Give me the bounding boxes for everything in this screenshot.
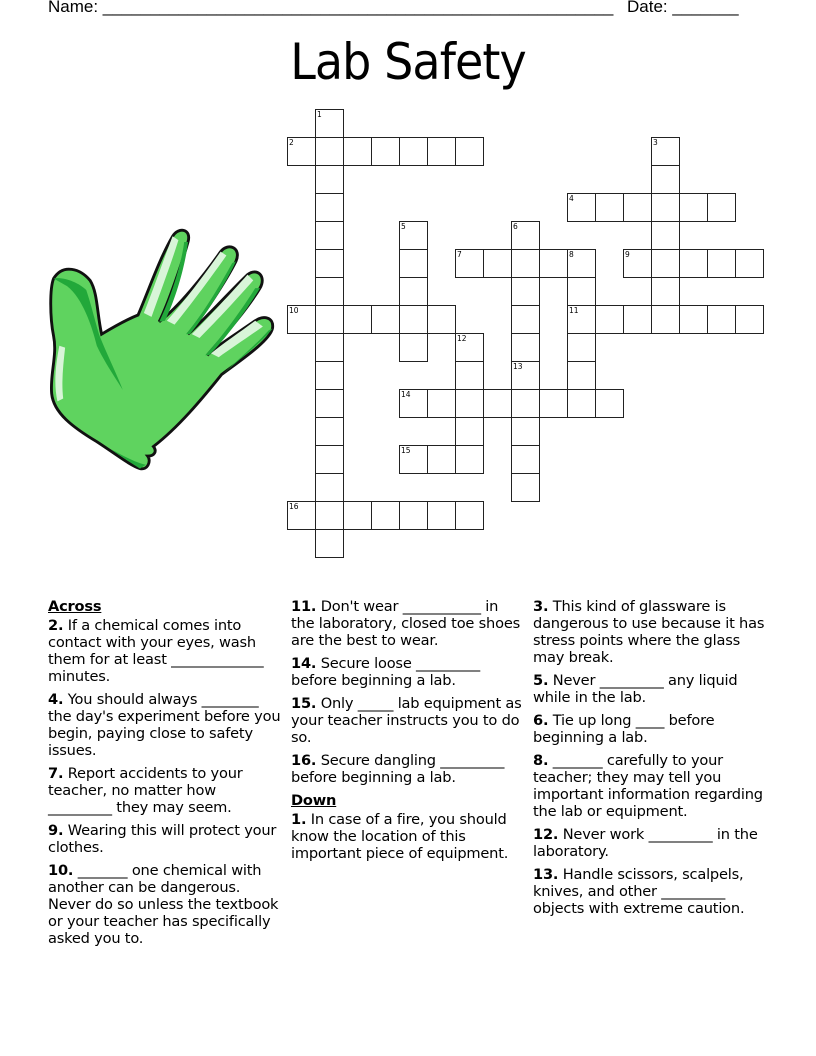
- grid-cell[interactable]: [651, 137, 680, 166]
- grid-cell[interactable]: [315, 333, 344, 362]
- grid-cell[interactable]: [315, 165, 344, 194]
- grid-cell[interactable]: [455, 361, 484, 390]
- clue-number: 13: [513, 362, 523, 371]
- grid-cell[interactable]: [455, 445, 484, 474]
- clue-number: 8: [569, 250, 574, 259]
- grid-cell[interactable]: [595, 193, 624, 222]
- grid-cell[interactable]: [455, 501, 484, 530]
- clue-across-15: 15. Only _____ lab equipment as your teacher instructs you to do so.: [291, 695, 522, 746]
- grid-cell[interactable]: [399, 277, 428, 306]
- grid-cell[interactable]: [735, 249, 764, 278]
- clue-across-14: 14. Secure loose _________ before beginning a lab.: [291, 655, 480, 689]
- grid-cell[interactable]: [315, 445, 344, 474]
- clues-column-3: [533, 598, 773, 923]
- grid-cell[interactable]: [315, 305, 344, 334]
- clue-across-7: 7. Report accidents to your teacher, no matter how _________ they may seem.: [48, 765, 243, 816]
- grid-cell[interactable]: [735, 305, 764, 334]
- grid-cell[interactable]: [315, 109, 344, 138]
- grid-cell[interactable]: [315, 193, 344, 222]
- grid-cell[interactable]: [399, 249, 428, 278]
- grid-cell[interactable]: [371, 305, 400, 334]
- clue-number: 5: [401, 222, 406, 231]
- grid-cell[interactable]: [511, 417, 540, 446]
- grid-cell[interactable]: [651, 249, 680, 278]
- grid-cell[interactable]: [315, 277, 344, 306]
- down-heading: Down: [291, 792, 337, 809]
- grid-cell[interactable]: [427, 445, 456, 474]
- grid-cell[interactable]: [567, 193, 596, 222]
- grid-cell[interactable]: [343, 501, 372, 530]
- clue-down-8: 8. _______ carefully to your teacher; they may tell you important information regarding the lab or equipment.: [533, 752, 763, 820]
- clue-down-5: 5. Never _________ any liquid while in the lab.: [533, 672, 738, 706]
- grid-cell[interactable]: [455, 137, 484, 166]
- grid-cell[interactable]: [651, 193, 680, 222]
- grid-cell[interactable]: [651, 305, 680, 334]
- grid-cell[interactable]: [567, 333, 596, 362]
- grid-cell[interactable]: [427, 501, 456, 530]
- clue-across-11: 11. Don't wear ___________ in the laboratory, closed toe shoes are the best to wear.: [291, 598, 521, 649]
- grid-cell[interactable]: [511, 333, 540, 362]
- name-field-label: Name: ______________________________________________________: [48, 0, 614, 16]
- grid-cell[interactable]: [315, 529, 344, 558]
- clue-number: 1: [317, 110, 322, 119]
- clue-number: 10: [289, 306, 299, 315]
- grid-cell[interactable]: [399, 389, 428, 418]
- grid-cell[interactable]: [511, 221, 540, 250]
- clue-down-1: 1. In case of a fire, you should know the location of this important piece of equipment.: [291, 811, 509, 862]
- grid-cell[interactable]: [567, 305, 596, 334]
- grid-cell[interactable]: [679, 305, 708, 334]
- grid-cell[interactable]: [343, 137, 372, 166]
- clue-across-2: 2. If a chemical comes into contact with your eyes, wash them for at least _____________ minutes.: [48, 617, 264, 685]
- grid-cell[interactable]: [315, 249, 344, 278]
- clue-down-3: 3. This kind of glassware is dangerous to use because it has stress points where the glass may break.: [533, 598, 765, 666]
- clue-number: 9: [625, 250, 630, 259]
- grid-cell[interactable]: [455, 333, 484, 362]
- clue-across-4: 4. You should always ________ the day's experiment before you begin, paying close to safety issues.: [48, 691, 281, 759]
- grid-cell[interactable]: [427, 389, 456, 418]
- grid-cell[interactable]: [707, 193, 736, 222]
- grid-cell[interactable]: [483, 249, 512, 278]
- grid-cell[interactable]: [455, 389, 484, 418]
- grid-cell[interactable]: [287, 501, 316, 530]
- date-field-label: Date: _______: [627, 0, 739, 16]
- grid-cell[interactable]: [511, 445, 540, 474]
- clue-number: 2: [289, 138, 294, 147]
- clue-number: 7: [457, 250, 462, 259]
- grid-cell[interactable]: [511, 305, 540, 334]
- grid-cell[interactable]: [399, 445, 428, 474]
- grid-cell[interactable]: [623, 193, 652, 222]
- grid-cell[interactable]: [679, 193, 708, 222]
- grid-cell[interactable]: [343, 305, 372, 334]
- crossword-grid: [288, 110, 768, 562]
- grid-cell[interactable]: [399, 333, 428, 362]
- grid-cell[interactable]: [287, 137, 316, 166]
- across-heading: Across: [48, 598, 102, 615]
- clue-number: 12: [457, 334, 467, 343]
- grid-cell[interactable]: [315, 221, 344, 250]
- grid-cell[interactable]: [399, 137, 428, 166]
- grid-cell[interactable]: [595, 305, 624, 334]
- grid-cell[interactable]: [315, 473, 344, 502]
- grid-cell[interactable]: [399, 221, 428, 250]
- grid-cell[interactable]: [315, 389, 344, 418]
- grid-cell[interactable]: [567, 249, 596, 278]
- grid-cell[interactable]: [651, 221, 680, 250]
- grid-cell[interactable]: [511, 473, 540, 502]
- grid-cell[interactable]: [651, 277, 680, 306]
- grid-cell[interactable]: [623, 249, 652, 278]
- clue-across-9: 9. Wearing this will protect your clothes.: [48, 822, 277, 856]
- grid-cell[interactable]: [427, 305, 456, 334]
- grid-cell[interactable]: [511, 249, 540, 278]
- grid-cell[interactable]: [651, 165, 680, 194]
- grid-cell[interactable]: [511, 389, 540, 418]
- green-glove-icon: [44, 218, 284, 483]
- clue-down-6: 6. Tie up long ____ before beginning a lab.: [533, 712, 715, 746]
- grid-cell[interactable]: [455, 417, 484, 446]
- clue-number: 11: [569, 306, 579, 315]
- grid-cell[interactable]: [399, 305, 428, 334]
- clue-number: 3: [653, 138, 658, 147]
- grid-cell[interactable]: [287, 305, 316, 334]
- grid-cell[interactable]: [315, 501, 344, 530]
- grid-cell[interactable]: [707, 305, 736, 334]
- grid-cell[interactable]: [427, 137, 456, 166]
- grid-cell[interactable]: [511, 361, 540, 390]
- clue-number: 6: [513, 222, 518, 231]
- grid-cell[interactable]: [567, 361, 596, 390]
- grid-cell[interactable]: [315, 361, 344, 390]
- grid-cell[interactable]: [483, 389, 512, 418]
- clue-down-13: 13. Handle scissors, scalpels, knives, and other _________ objects with extreme caution.: [533, 866, 745, 917]
- grid-cell[interactable]: [567, 389, 596, 418]
- clues-column-2: [291, 598, 525, 868]
- grid-cell[interactable]: [315, 417, 344, 446]
- page-title: Lab Safety: [290, 33, 526, 91]
- clue-number: 15: [401, 446, 411, 455]
- grid-cell[interactable]: [455, 249, 484, 278]
- grid-cell[interactable]: [567, 277, 596, 306]
- grid-cell[interactable]: [371, 501, 400, 530]
- grid-cell[interactable]: [539, 249, 568, 278]
- clue-across-10: 10. _______ one chemical with another can be dangerous. Never do so unless the textbook or your teacher has specifically asked you to.: [48, 862, 279, 947]
- clue-number: 4: [569, 194, 574, 203]
- grid-cell[interactable]: [679, 249, 708, 278]
- clue-number: 14: [401, 390, 411, 399]
- clues-column-1: [48, 598, 284, 953]
- grid-cell[interactable]: [707, 249, 736, 278]
- clue-across-16: 16. Secure dangling _________ before beginning a lab.: [291, 752, 505, 786]
- grid-cell[interactable]: [511, 277, 540, 306]
- grid-cell[interactable]: [315, 137, 344, 166]
- grid-cell[interactable]: [399, 501, 428, 530]
- clue-down-12: 12. Never work _________ in the laboratory.: [533, 826, 758, 860]
- grid-cell[interactable]: [539, 389, 568, 418]
- grid-cell[interactable]: [623, 305, 652, 334]
- clue-number: 16: [289, 502, 299, 511]
- grid-cell[interactable]: [371, 137, 400, 166]
- grid-cell[interactable]: [595, 389, 624, 418]
